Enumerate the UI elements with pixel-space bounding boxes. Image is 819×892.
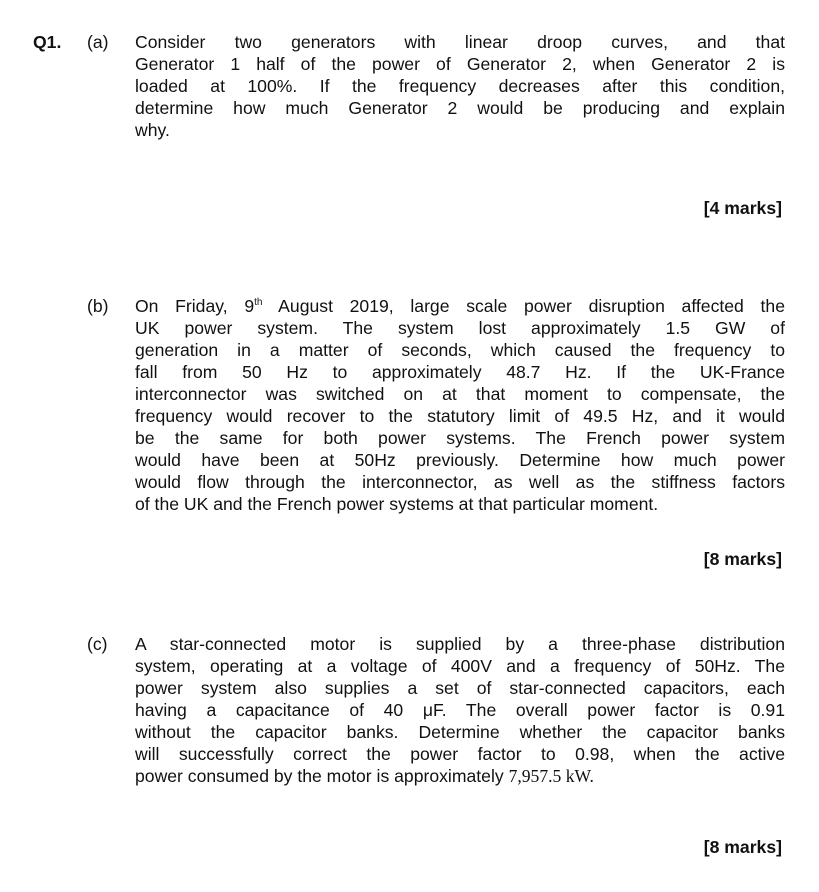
part-b-date-ordinal: th bbox=[254, 297, 263, 309]
part-b-line: fall from 50 Hz to approximately 48.7 Hz. If the UK-France bbox=[135, 362, 785, 382]
part-c-line: having a capacitance of 40 μF. The overall power factor is 0.91 bbox=[135, 700, 785, 720]
part-c-line: A star-connected motor is supplied by a three-phase distribution bbox=[135, 634, 785, 654]
part-a-line: loaded at 100%. If the frequency decreases after this condition, bbox=[135, 76, 785, 96]
part-b-date-prefix: On Friday, 9 bbox=[135, 296, 255, 316]
part-c-label: (c) bbox=[87, 634, 108, 654]
part-b-label: (b) bbox=[87, 296, 109, 316]
part-b-marks: [8 marks] bbox=[703, 549, 782, 569]
part-c-line bbox=[135, 765, 785, 787]
part-a-line: why. bbox=[135, 120, 170, 140]
part-c-line: without the capacitor banks. Determine whether the capacitor banks bbox=[135, 722, 785, 742]
part-c-last-prefix: power consumed by the motor is approximately bbox=[135, 766, 509, 786]
part-c-power-value: 7,957.5 bbox=[508, 766, 562, 786]
part-b-line bbox=[135, 295, 785, 317]
part-b-line: would have been at 50Hz previously. Determine how much power bbox=[135, 450, 785, 470]
part-b-line: frequency would recover to the statutory limit of 49.5 Hz, and it would bbox=[135, 406, 785, 426]
part-c-text bbox=[135, 633, 785, 787]
part-b-line: would flow through the interconnector, as well as the stiffness factors bbox=[135, 472, 785, 492]
part-c-line: power system also supplies a set of star-connected capacitors, each bbox=[135, 678, 785, 698]
part-b-text bbox=[135, 295, 785, 515]
part-a-marks: [4 marks] bbox=[703, 198, 782, 218]
part-a-line: Consider two generators with linear droop curves, and that bbox=[135, 32, 785, 52]
part-c-line: system, operating at a voltage of 400V and a frequency of 50Hz. The bbox=[135, 656, 785, 676]
part-b-line: UK power system. The system lost approximately 1.5 GW of bbox=[135, 318, 785, 338]
part-b-line: interconnector was switched on at that moment to compensate, the bbox=[135, 384, 785, 404]
part-a-text bbox=[135, 31, 785, 141]
part-b-line: generation in a matter of seconds, which caused the frequency to bbox=[135, 340, 785, 360]
part-b-line: of the UK and the French power systems at that particular moment. bbox=[135, 494, 659, 514]
part-c-marks: [8 marks] bbox=[703, 837, 782, 857]
part-a-label: (a) bbox=[87, 32, 109, 52]
part-b-line1-rest: August 2019, large scale power disruption affected the bbox=[262, 296, 785, 316]
question-number: Q1. bbox=[33, 32, 62, 52]
part-a-line: determine how much Generator 2 would be producing and explain bbox=[135, 98, 785, 118]
part-b-line: be the same for both power systems. The French power system bbox=[135, 428, 785, 448]
part-c-power-unit: kW. bbox=[561, 766, 594, 786]
part-c-line: will successfully correct the power factor to 0.98, when the active bbox=[135, 744, 785, 764]
part-a-line: Generator 1 half of the power of Generator 2, when Generator 2 is bbox=[135, 54, 785, 74]
